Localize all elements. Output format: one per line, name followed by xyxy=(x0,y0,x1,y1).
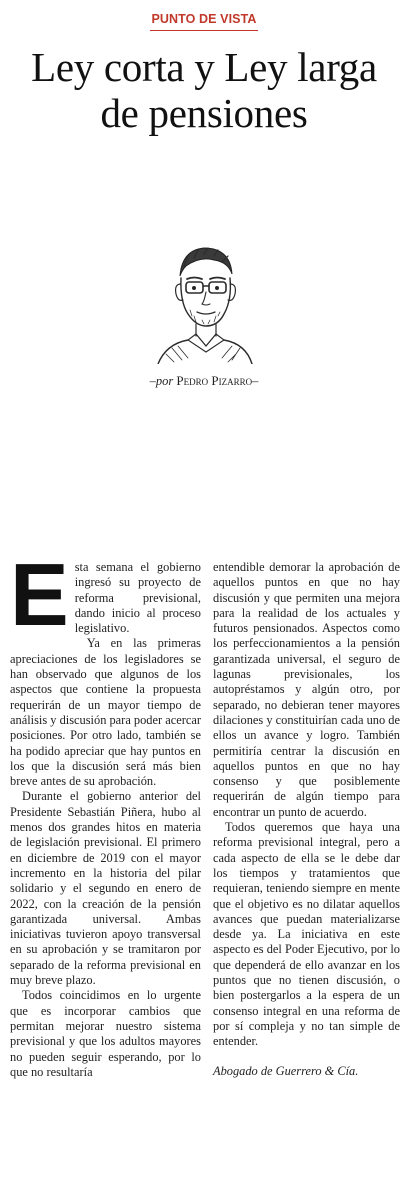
byline-prefix: –por xyxy=(149,374,174,388)
article-column-left xyxy=(10,545,201,1080)
section-underline xyxy=(150,30,258,31)
author-portrait-icon xyxy=(152,236,256,364)
drop-cap: E xyxy=(10,545,69,644)
paragraph-3: Durante el gobierno anterior del Presidente Sebastián Piñera, hubo al menos dos grandes hitos en materia de legislación previsional. El primero en diciembre de 2019 con el mayor incremento en la historia del pilar solidario y el segundo en enero de 2022, con la creación de la pensión garantizada universal. Ambas iniciativas tuvieron apoyo transversal en su aprobación y se tramitaron por separado de la reforma previsional en muy breve plazo. xyxy=(10,789,201,988)
author-name: Pedro Pizarro xyxy=(176,373,253,388)
paragraph-1-text: sta semana el gobierno ingresó su proyecto de reforma previsional, dando inicio al proceso legislativo. xyxy=(74,560,201,636)
paragraph-4-continued: entendible demorar la aprobación de aquellos puntos en que no hay discusión y que permiten una mejora para la realidad de los actuales y futuros pensionados. Aspectos como los perfeccionamientos a la pensión garantizada universal, el seguro de lagunas previsionales, los autopréstamos y algún otro, por separado, no debieran tener mayores dilaciones y constituirían cada uno de ellos un avance y logro. También permitiría centrar la discusión en aquellos puntos en que no hay consenso y que posiblemente requerirán de algún tiempo para encontrar un punto de acuerdo. xyxy=(213,560,400,819)
author-byline xyxy=(0,373,408,389)
section-label: PUNTO DE VISTA xyxy=(151,12,257,26)
article-column-right xyxy=(213,560,400,1079)
paragraph-4: Todos coincidimos en lo urgente que es incorporar cambios que permitan mejorar nuestro sistema previsional y que los adultos mayores no pueden seguir esperando, por lo que no resultaría xyxy=(10,988,201,1079)
author-signature: Abogado de Guerrero & Cía. xyxy=(213,1063,359,1078)
article-headline: Ley corta y Ley larga de pensiones xyxy=(31,44,377,136)
paragraph-5: Todos queremos que haya una reforma previsional integral, pero a cada aspecto de ella se le debe dar los tiempos y tratamientos que requieran, teniendo siempre en mente que el objetivo es no dilatar aquellos avances que puedan materializarse desde ya. La iniciativa en este aspecto es del Poder Ejecutivo, por lo que dependerá de ello avanzar en los puntos que no tienen discusión, o bien postergarlos a la espera de un consenso integral en una reforma de por sí compleja y no tan simple de entender. xyxy=(213,820,400,1049)
byline-suffix: – xyxy=(252,374,259,388)
paragraph-2: Ya en las primeras apreciaciones de los legisladores se han observado que algunos de los aspectos que contiene la propuesta requerirán de un mayor tiempo de análisis y discusión para poder acercar posiciones. Por otro lado, también se ha podido apreciar que hay puntos en los que la discusión será más bien breve antes de su aprobación. xyxy=(10,636,201,789)
paragraph-1 xyxy=(10,545,201,644)
